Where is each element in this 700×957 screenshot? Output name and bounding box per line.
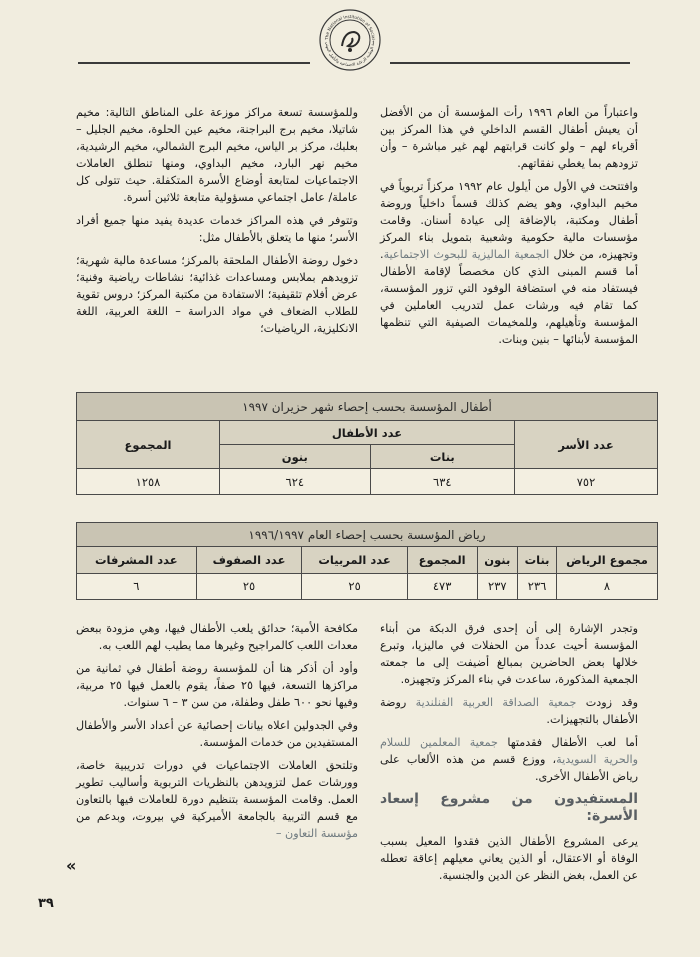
paragraph: دخول روضة الأطفال الملحقة بالمركز؛ مساعدة مالية شهرية؛ تزويدهم بملابس ومساعدات غذائية؛ نشاطات رياضية وفنية؛ عرض أفلام تثقيفية؛ الاستفادة من مكتبة المركز؛ دروس تقوية للطلاب الضعاف في مواد الدراسة – اللغة العربية، اللغة الانكليزية، الرياضيات؛ bbox=[76, 254, 358, 335]
logo-text-ar: سة الوطنية للرعاية الاجتماعية والتأهيل المهني bbox=[324, 40, 376, 68]
section-heading: المستفيدون من مشروع إسعاد الأسرة: bbox=[380, 791, 638, 824]
header-children: عدد الأطفال bbox=[220, 421, 515, 445]
svg-text:The National Institution of So bbox=[318, 8, 376, 41]
header-rule-left bbox=[78, 62, 310, 64]
bottom-left-column bbox=[76, 620, 358, 848]
paragraph: وفي الجدولين اعلاه بيانات إحصائية عن أعداد الأسر والأطفال المستفيدين من خدمات المؤسسة. bbox=[76, 719, 358, 749]
value-kindergartens: ٨ bbox=[557, 573, 658, 599]
header-kindergartens: مجموع الرياض bbox=[557, 547, 658, 573]
value-girls: ٦٣٤ bbox=[370, 469, 514, 495]
logo-text-en: The National Institution of Social bbox=[323, 13, 377, 41]
kindergartens-stats-table bbox=[76, 522, 658, 600]
institution-logo bbox=[318, 8, 382, 72]
paragraph: واعتباراً من العام ١٩٩٦ رأت المؤسسة أن من الأفضل أن يعيش أطفال القسم الداخلي في هذا المركز بين أقرباء لهم – ولو كانت قرابتهم لهم غير مباشرة – وأن تزودهم بما يغطي نفقاتهم. bbox=[380, 106, 638, 170]
header-girls: بنات bbox=[518, 547, 557, 573]
header-rule-right bbox=[390, 62, 630, 64]
paragraph: وتتوفر في هذه المراكز خدمات عديدة يفيد منها جميع أفراد الأسر؛ منها ما يتعلق بالأطفال مثل: bbox=[76, 214, 358, 244]
paragraph: وللمؤسسة تسعة مراكز موزعة على المناطق التالية: مخيم شاتيلا، مخيم برج البراجنة، مخيم عين الحلوة، مخيم الجليل – بعلبك، مركز بر الياس، مخيم البرج الشمالي، مخيم الرشيدية، مخيم نهر البارد، مخيم البداوي، ومنها تنطلق العاملات الاجتماعيات لمتابعة أوضاع الأسرة المتكفلة. حيث تتولى كل عاملة/ عامل اجتماعي مسؤولية متابعة ثلاثين أسرة. bbox=[76, 106, 358, 204]
children-stats-table bbox=[76, 392, 658, 495]
header-classes: عدد الصفوف bbox=[196, 547, 302, 573]
header-families: عدد الأسر bbox=[515, 421, 658, 469]
value-supervisors: ٦ bbox=[77, 573, 197, 599]
paragraph: أما لعب الأطفال فقدمتها جمعية المعلمين للسلام والحرية السويدية، ووزع قسم من هذه الألعاب على رياض الأطفال الأخرى. bbox=[380, 736, 639, 783]
top-right-column bbox=[380, 104, 638, 354]
paragraph: وتجدر الإشارة إلى أن إحدى فرق الدبكة من أبناء المؤسسة أحيت عدداً من الحفلات في ماليزيا، وتبرع خلالها بعض الحاضرين بمبالغ أضيفت إلى ما جمعته الجمعية المذكورة، ساعدت في بناء المركز وتجهيزه. bbox=[380, 622, 638, 686]
value-boys: ٢٣٧ bbox=[477, 573, 518, 599]
bottom-right-column bbox=[380, 620, 638, 890]
top-left-column bbox=[76, 104, 358, 343]
paragraph: يرعى المشروع الأطفال الذين فقدوا المعيل بسبب الوفاة أو الاعتقال، أو الذين يعاني معيلهم إعاقة تعطله عن العمل، بغض النظر عن الدين والجنسية. bbox=[380, 835, 638, 882]
table-title: أطفال المؤسسة بحسب إحصاء شهر حزيران ١٩٩٧ bbox=[77, 393, 658, 421]
header-teachers: عدد المربيات bbox=[302, 547, 407, 573]
finnish-society-name: جمعية الصداقة العربية الفنلندية bbox=[415, 696, 577, 709]
paragraph: وأود أن أذكر هنا أن للمؤسسة روضة أطفال في ثمانية من مراكزها التسعة، فيها ٢٥ صفاً، يقوم بالعمل فيها ٢٥ مربية، وفيها نحو ٦٠٠ طفل وطفلة، من سن ٣ – ٦ سنوات. bbox=[76, 662, 358, 709]
header-boys: بنون bbox=[477, 547, 518, 573]
value-girls: ٢٣٦ bbox=[518, 573, 557, 599]
swedish-association-name: جمعية المعلمين للسلام والحرية السويدية bbox=[380, 736, 638, 766]
header-total: المجموع bbox=[77, 421, 220, 469]
value-families: ٧٥٢ bbox=[515, 469, 658, 495]
header-girls: بنات bbox=[370, 445, 514, 469]
header-total: المجموع bbox=[407, 547, 477, 573]
continue-arrow-icon: « bbox=[66, 856, 77, 875]
header-boys: بنون bbox=[220, 445, 371, 469]
malaysian-society-name: الجمعية الماليزية للبحوث الاجتماعية bbox=[383, 248, 550, 261]
value-total: ٤٧٣ bbox=[407, 573, 477, 599]
paragraph: وقد زودت جمعية الصداقة العربية الفنلندية روضة الأطفال بالتجهيزات. bbox=[380, 696, 638, 726]
table-title: رياض المؤسسة بحسب إحصاء العام ١٩٩٦/١٩٩٧ bbox=[77, 523, 658, 547]
cooperation-foundation-name: مؤسسة التعاون – bbox=[275, 827, 358, 840]
value-teachers: ٢٥ bbox=[302, 573, 407, 599]
value-boys: ٦٢٤ bbox=[220, 469, 371, 495]
header-supervisors: عدد المشرفات bbox=[77, 547, 197, 573]
value-classes: ٢٥ bbox=[196, 573, 302, 599]
paragraph: مكافحة الأمية؛ حدائق يلعب الأطفال فيها، وهي مزودة ببعض معدات اللعب كالمراجيح وغيرها مما يطيب لهم اللعب به. bbox=[76, 622, 358, 652]
paragraph: وتلتحق العاملات الاجتماعيات في دورات تدريبية خاصة، وورشات عمل لتزويدهن بالنظريات التربوية وأساليب تطوير العمل. وقامت المؤسسة بتنظيم دورة للعاملات فيها بالتعاون مع قسم التربية بالجامعة الأميركية في بيروت، وبدعم من مؤسسة التعاون – bbox=[76, 759, 358, 840]
page-number: ٣٩ bbox=[38, 896, 54, 911]
paragraph: وافتتحت في الأول من أيلول عام ١٩٩٢ مركزاً تربوياً في مخيم البداوي، وهو يضم كذلك قسماً داخلياً وروضة أطفال ومكتبة، بالإضافة إلى عيادة أسنان. وقامت مؤسسات مالية حكومية وشعبية بتمويل بناء المركز وتجهيزه، من خلال الجمعية الماليزية للبحوث الاجتماعية. أما قسم المبنى الذي كان مخصصاً لإقامة الأطفال فيستفاد منه في استضافة الوفود التي تزور المؤسسة، كما تقام فيه ورشات عمل لتدريب العاملين في المؤسسة وتأهيلهم، وللمخيمات الصيفية التي تنظمها المؤسسة لأبنائها – بنين وبنات. bbox=[380, 180, 638, 346]
value-total: ١٢٥٨ bbox=[77, 469, 220, 495]
